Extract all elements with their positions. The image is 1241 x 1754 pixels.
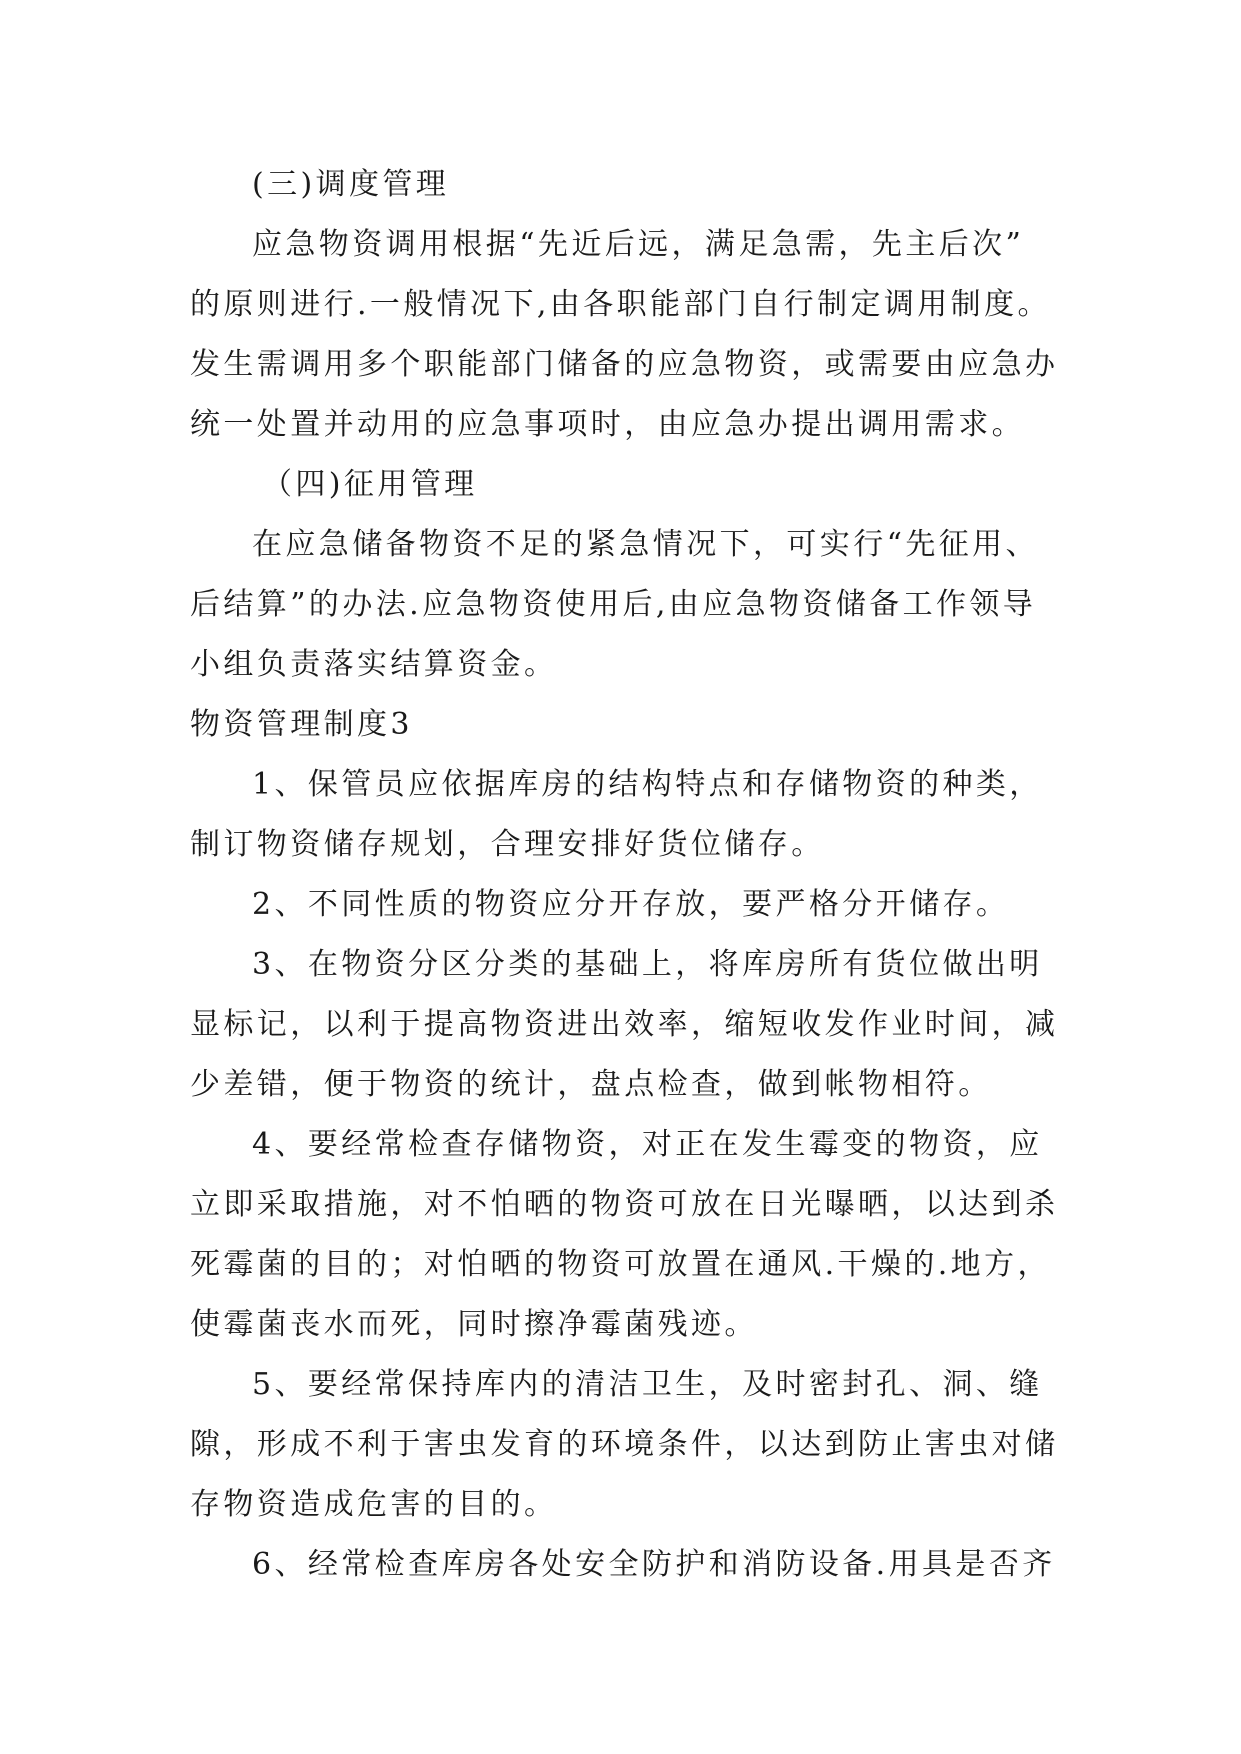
paragraph-line: 统一处置并动用的应急事项时，由应急办提出调用需求。 xyxy=(190,407,1025,442)
paragraph-line: 显标记，以利于提高物资进出效率，缩短收发作业时间，减 xyxy=(190,1007,1059,1042)
paragraph-line: 的原则进行.一般情况下,由各职能部门自行制定调用制度。 xyxy=(190,287,1051,322)
paragraph-line: 死霉菌的目的；对怕晒的物资可放置在通风.干燥的.地方， xyxy=(190,1247,1051,1282)
paragraph-line: 小组负责落实结算资金。 xyxy=(190,647,558,682)
paragraph-line: 隙，形成不利于害虫发育的环境条件，以达到防止害虫对储 xyxy=(190,1427,1059,1462)
paragraph-line: 发生需调用多个职能部门储备的应急物资，或需要由应急办 xyxy=(190,347,1059,382)
paragraph-line: 后结算”的办法.应急物资使用后,由应急物资储备工作领导 xyxy=(190,587,1037,622)
section-heading-dispatch: (三)调度管理 xyxy=(252,167,450,202)
list-item: 2、不同性质的物资应分开存放，要严格分开储存。 xyxy=(252,887,1010,922)
paragraph-line: 在应急储备物资不足的紧急情况下，可实行“先征用、 xyxy=(252,527,1039,562)
paragraph-line: 少差错，便于物资的统计，盘点检查，做到帐物相符。 xyxy=(190,1067,992,1102)
paragraph-line: 存物资造成危害的目的。 xyxy=(190,1487,558,1522)
list-item: 4、要经常检查存储物资，对正在发生霉变的物资，应 xyxy=(252,1127,1043,1162)
paragraph-line: 制订物资储存规划，合理安排好货位储存。 xyxy=(190,827,825,862)
list-item: 1、保管员应依据库房的结构特点和存储物资的种类， xyxy=(252,767,1043,802)
list-item: 5、要经常保持库内的清洁卫生，及时密封孔、洞、缝 xyxy=(252,1367,1043,1402)
paragraph-line: 使霉菌丧水而死，同时擦净霉菌残迹。 xyxy=(190,1307,758,1342)
document-subtitle: 物资管理制度3 xyxy=(190,707,413,742)
paragraph-line: 应急物资调用根据“先近后远，满足急需，先主后次” xyxy=(252,227,1025,262)
section-heading-requisition: （四)征用管理 xyxy=(262,467,478,502)
list-item: 6、经常检查库房各处安全防护和消防设备.用具是否齐 xyxy=(252,1547,1056,1582)
list-item: 3、在物资分区分类的基础上，将库房所有货位做出明 xyxy=(252,947,1043,982)
paragraph-line: 立即采取措施，对不怕晒的物资可放在日光曝晒，以达到杀 xyxy=(190,1187,1059,1222)
